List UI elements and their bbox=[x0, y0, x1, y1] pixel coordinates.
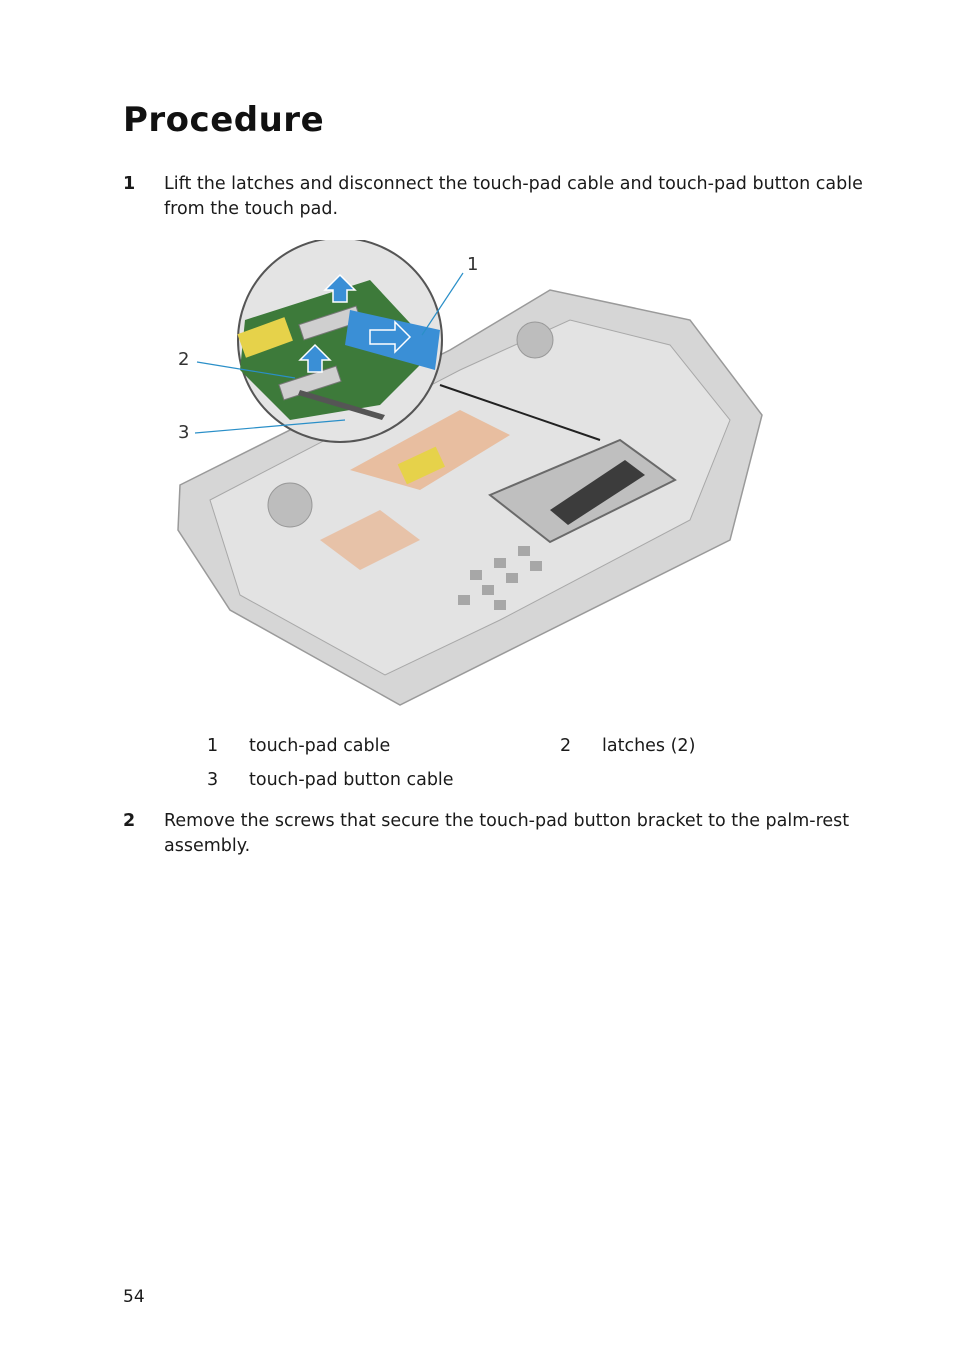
step-number: 1 bbox=[123, 174, 136, 194]
step-text: Remove the screws that secure the touch-pad button bracket to the palm-rest assembly. bbox=[164, 811, 850, 856]
step-number: 2 bbox=[123, 811, 136, 831]
callout-3: 3 bbox=[178, 422, 190, 443]
speaker-hole bbox=[517, 322, 553, 358]
step-text: Lift the latches and disconnect the touch-pad cable and touch-pad button cable from the touch pad. bbox=[164, 174, 863, 219]
figure-svg bbox=[170, 240, 770, 710]
legend-label: touch-pad button cable bbox=[249, 770, 454, 790]
legend-number: 3 bbox=[207, 770, 219, 790]
legend-number: 2 bbox=[560, 736, 572, 756]
callout-2: 2 bbox=[178, 349, 190, 370]
callout-1: 1 bbox=[467, 254, 479, 275]
legend-number: 1 bbox=[207, 736, 219, 756]
speaker-hole bbox=[268, 483, 312, 527]
page-number: 54 bbox=[123, 1287, 145, 1307]
magnified-detail bbox=[237, 240, 442, 442]
page-title: Procedure bbox=[123, 100, 325, 140]
touch-pad-cable-illustration bbox=[170, 240, 770, 710]
legend-label: touch-pad cable bbox=[249, 736, 391, 756]
legend-label: latches (2) bbox=[602, 736, 696, 756]
